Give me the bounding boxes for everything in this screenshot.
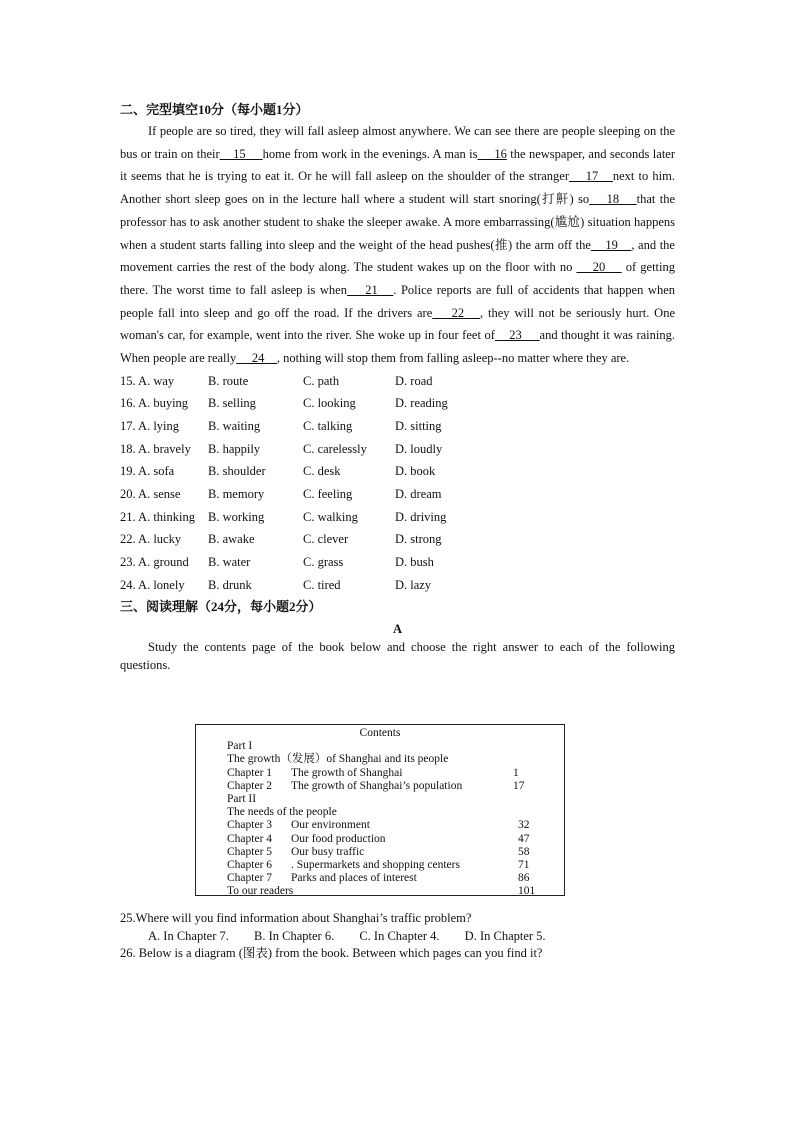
passage-text: of getting there. The worst time to fall asleep is when <box>120 260 675 297</box>
option-row <box>120 551 675 574</box>
contents-table <box>195 724 565 896</box>
contents-title: Contents <box>359 727 401 739</box>
q25-option-d[interactable]: D. In Chapter 5. <box>464 928 546 943</box>
answer-option[interactable]: D. bush <box>395 555 434 570</box>
option-row <box>120 529 675 552</box>
answer-option[interactable]: B. working <box>208 509 265 524</box>
answer-option[interactable]: 18. A. bravely <box>120 441 191 456</box>
option-row <box>120 370 675 393</box>
contents-line <box>196 833 564 846</box>
contents-text: To our readers <box>227 885 294 898</box>
contents-line <box>196 793 564 806</box>
reading-intro <box>120 638 675 674</box>
questions <box>120 910 675 963</box>
contents-line <box>196 806 564 819</box>
contents-line <box>196 859 564 872</box>
answer-option[interactable]: C. talking <box>303 418 353 433</box>
passage-text: the newspaper, and seconds later it seems that he is trying to eat it. Or he will fall asleep on the shoulder of the stranger <box>120 146 676 184</box>
cloze-blank: 20 <box>576 260 622 275</box>
contents-line <box>196 846 564 859</box>
answer-option[interactable]: 24. A. lonely <box>120 577 185 592</box>
chapter-title: The growth of Shanghai’s population <box>291 779 463 792</box>
page-number: 58 <box>518 845 530 858</box>
passage-text: , they will not be seriously hurt. One woman's car, for example, went into the river. She woke up in four feet of <box>120 305 676 343</box>
page-number: 47 <box>518 832 530 845</box>
chapter-title: The growth of Shanghai <box>291 766 403 779</box>
reading-intro-text: Study the contents page of the book below and choose the right answer to each of the following questions. <box>120 639 675 672</box>
chapter-title: Our food production <box>291 832 386 845</box>
answer-option[interactable]: C. tired <box>303 577 341 592</box>
cloze-blank: 16 <box>477 146 507 161</box>
answer-option[interactable]: D. loudly <box>395 441 443 456</box>
answer-option[interactable]: D. driving <box>395 509 447 524</box>
cloze-heading: 二、完型填空10分（每小题1分） <box>120 102 309 117</box>
contents-text: Part I <box>227 740 253 753</box>
answer-option[interactable]: 20. A. sense <box>120 487 181 502</box>
chapter-title: Our environment <box>291 819 370 832</box>
contents-line <box>196 740 564 753</box>
passage-text: that the professor has to ask another student to shake the sleeper awake. A more embarrassing(尴尬) situation happens when a student starts falling into sleep and the weight of the head pushes(推) the arm off the <box>120 192 676 252</box>
contents-line <box>196 780 564 793</box>
passage-text: home from work in the evenings. A man is <box>262 146 478 161</box>
option-row <box>120 483 675 506</box>
answer-option[interactable]: C. looking <box>303 396 356 411</box>
answer-option[interactable]: D. dream <box>395 487 442 502</box>
contents-line <box>196 767 564 780</box>
answer-option[interactable]: D. book <box>395 464 436 479</box>
answer-option[interactable]: C. carelessly <box>303 441 367 456</box>
reading-heading: 三、阅读理解（24分，每小题2分） <box>120 598 322 614</box>
question-25-stem: 25.Where will you find information about Shanghai’s traffic problem? <box>120 911 472 925</box>
answer-option[interactable]: C. feeling <box>303 487 353 502</box>
passage-text: and thought it was raining. When people are really <box>120 328 675 366</box>
answer-option[interactable]: 17. A. lying <box>120 418 180 433</box>
q25-option-c[interactable]: C. In Chapter 4. <box>359 928 440 943</box>
answer-option[interactable]: B. route <box>208 373 249 388</box>
contents-line <box>196 753 564 766</box>
answer-option[interactable]: B. drunk <box>208 577 252 592</box>
option-row <box>120 392 675 415</box>
option-row <box>120 438 675 461</box>
contents-text: The needs of the people <box>227 806 337 819</box>
option-row <box>120 415 675 438</box>
question-25-options <box>120 928 675 946</box>
cloze-passage <box>120 120 675 370</box>
cloze-blank: 17 _ <box>569 169 613 184</box>
page-number: 32 <box>518 819 530 832</box>
passage-text: , and the movement carries the rest of the body along. The student wakes up on the floor with no <box>120 237 675 275</box>
answer-option[interactable]: D. reading <box>395 396 448 411</box>
passage-text: . Police reports are full of accidents that happen when people fall into sleep and go off the road. If the drivers are <box>120 282 675 320</box>
answer-option[interactable]: 19. A. sofa <box>120 464 175 479</box>
answer-option[interactable]: C. walking <box>303 509 358 524</box>
answer-option[interactable]: B. waiting <box>208 418 261 433</box>
cloze-options <box>120 370 675 597</box>
section-letter: A <box>392 621 403 636</box>
chapter-number: Chapter 1 <box>227 766 273 779</box>
option-row <box>120 506 675 529</box>
answer-option[interactable]: D. lazy <box>395 577 432 592</box>
contents-line <box>196 885 564 898</box>
answer-option[interactable]: D. sitting <box>395 418 442 433</box>
page-number: 1 <box>513 766 519 779</box>
answer-option[interactable]: 22. A. lucky <box>120 532 182 547</box>
chapter-number: Chapter 6 <box>227 858 273 871</box>
contents-line <box>196 819 564 832</box>
chapter-title: . Supermarkets and shopping centers <box>291 858 460 871</box>
page-number: 71 <box>518 858 530 871</box>
cloze-blank: 15 <box>219 146 263 161</box>
q25-option-a[interactable]: A. In Chapter 7. <box>148 928 229 943</box>
answer-option[interactable]: D. strong <box>395 532 442 547</box>
answer-option[interactable]: C. path <box>303 373 340 388</box>
chapter-number: Chapter 7 <box>227 872 273 885</box>
q25-option-b[interactable]: B. In Chapter 6. <box>254 928 335 943</box>
answer-option[interactable]: C. grass <box>303 555 344 570</box>
page-number: 17 <box>513 779 525 792</box>
question-26-stem: 26. Below is a diagram (图表) from the book. Between which pages can you find it? <box>120 946 543 960</box>
answer-option[interactable]: B. happily <box>208 441 261 456</box>
cloze-blank: 18 <box>589 192 637 207</box>
cloze-blank: 23 <box>494 328 540 343</box>
exam-page <box>120 100 676 960</box>
chapter-number: Chapter 3 <box>227 819 273 832</box>
chapter-title: Our busy traffic <box>291 845 365 858</box>
answer-option[interactable]: B. awake <box>208 532 255 547</box>
contents-line <box>196 872 564 885</box>
answer-option[interactable]: 15. A. way <box>120 373 175 388</box>
contents-text: Part II <box>227 792 257 805</box>
answer-option[interactable]: B. memory <box>208 487 265 502</box>
cloze-blank: 21 _ <box>346 282 394 297</box>
cloze-blank: 19 _ <box>590 237 632 252</box>
answer-option[interactable]: B. water <box>208 555 251 570</box>
answer-option[interactable]: B. selling <box>208 396 256 411</box>
answer-option[interactable]: D. road <box>395 373 433 388</box>
chapter-number: Chapter 5 <box>227 845 273 858</box>
answer-option[interactable]: 21. A. thinking <box>120 509 196 524</box>
option-row <box>120 574 675 597</box>
chapter-title: Parks and places of interest <box>291 872 417 885</box>
chapter-number: Chapter 4 <box>227 832 273 845</box>
passage-text: If people are so tired, they will fall asleep almost anywhere. We can see there are people sleeping on the bus or train on their <box>120 124 675 161</box>
chapter-number: Chapter 2 <box>227 779 273 792</box>
passage-text: , nothing will stop them from falling asleep--no matter where they are. <box>276 351 630 366</box>
page-number: 86 <box>518 872 530 885</box>
answer-option[interactable]: 16. A. buying <box>120 396 189 411</box>
answer-option[interactable]: B. shoulder <box>208 464 266 479</box>
cloze-blank: 22 _ <box>432 305 481 320</box>
answer-option[interactable]: C. clever <box>303 532 349 547</box>
contents-text: The growth（发展）of Shanghai and its people <box>227 753 449 766</box>
answer-option[interactable]: 23. A. ground <box>120 555 189 570</box>
cloze-blank: 24 _ <box>236 351 277 366</box>
page-number: 101 <box>518 885 536 898</box>
passage-text: next to him. Another short sleep goes on in the lecture hall where a student will start snoring(打鼾) so <box>120 169 675 207</box>
option-row <box>120 460 675 483</box>
answer-option[interactable]: C. desk <box>303 464 341 479</box>
